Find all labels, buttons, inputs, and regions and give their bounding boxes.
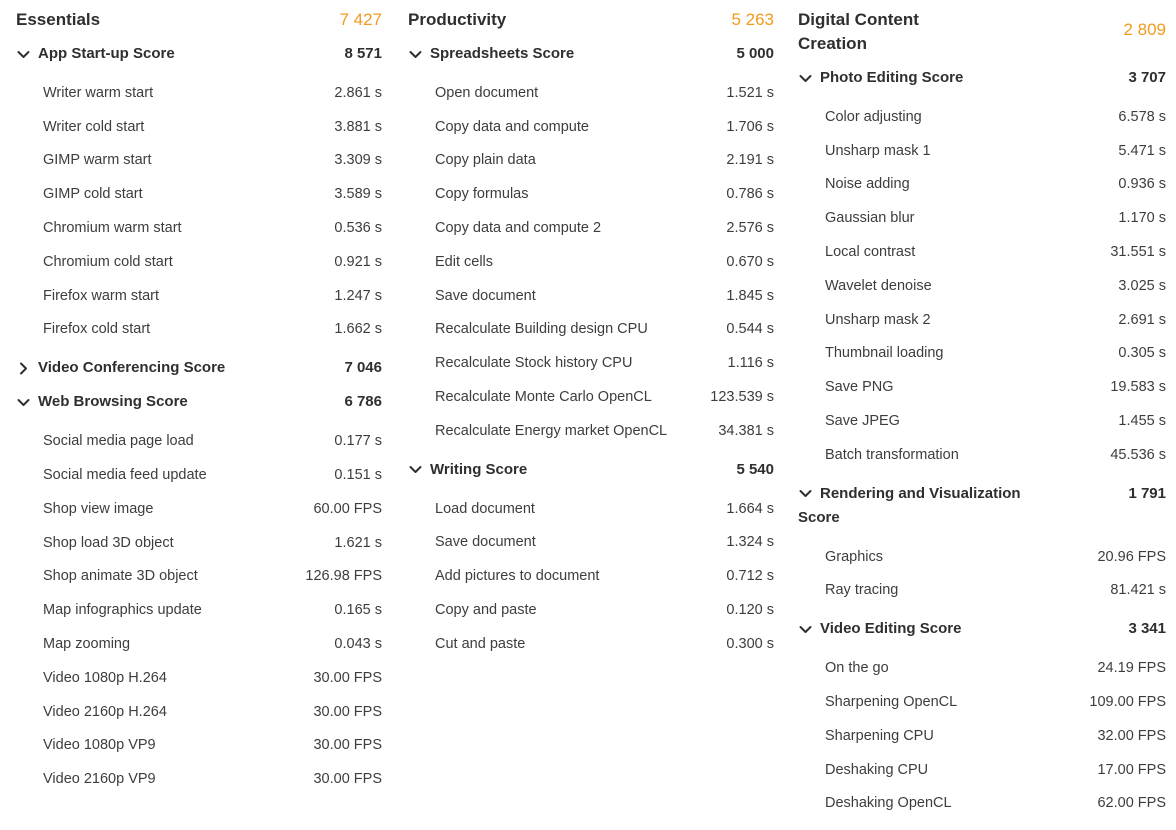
result-row: [392, 110, 784, 144]
category-header: [784, 0, 1176, 56]
result-label: Deshaking OpenCL: [825, 795, 952, 812]
result-row: [392, 559, 784, 593]
result-value: 1.521 s: [726, 84, 774, 101]
result-label: Wavelet denoise: [825, 277, 932, 294]
result-row: [784, 168, 1176, 202]
result-value: 20.96 FPS: [1097, 548, 1166, 565]
score-groups: [0, 42, 392, 796]
result-row: [784, 685, 1176, 719]
result-value: 81.421 s: [1110, 582, 1166, 599]
result-label: Cut and paste: [435, 635, 526, 652]
group-toggle-photo-editing-score[interactable]: [784, 66, 1176, 90]
result-row: [784, 269, 1176, 303]
result-value: 2.191 s: [726, 152, 774, 169]
result-row: [0, 560, 392, 594]
result-row: [0, 144, 392, 178]
result-value: 0.936 s: [1118, 176, 1166, 193]
group-score: 7 046: [344, 359, 382, 377]
result-row: [392, 245, 784, 279]
result-list: [0, 424, 392, 796]
result-value: 0.165 s: [334, 602, 382, 619]
result-value: 32.00 FPS: [1097, 727, 1166, 744]
chevron-down-icon[interactable]: [798, 617, 812, 641]
result-label: Save PNG: [825, 379, 894, 396]
result-row: [0, 526, 392, 560]
group-title: Rendering and Visualization Score: [798, 484, 1021, 526]
result-value: 2.576 s: [726, 220, 774, 237]
category-score: 2 809: [1123, 20, 1166, 39]
result-value: 1.116 s: [727, 355, 774, 372]
result-list: [0, 76, 392, 346]
group-title: Video Editing Score: [820, 620, 962, 638]
result-label: Copy data and compute 2: [435, 220, 602, 237]
result-value: 0.536 s: [334, 220, 382, 237]
result-value: 2.861 s: [334, 84, 382, 101]
result-label: Recalculate Stock history CPU: [435, 355, 633, 372]
category-essentials: [0, 0, 392, 806]
group-title-wrap: [408, 458, 527, 482]
result-label: Color adjusting: [825, 108, 922, 125]
result-label: Local contrast: [825, 244, 916, 261]
result-row: [392, 593, 784, 627]
result-value: 30.00 FPS: [313, 737, 382, 754]
result-label: Noise adding: [825, 176, 910, 193]
result-value: 0.712 s: [726, 568, 774, 585]
result-value: 19.583 s: [1110, 379, 1166, 396]
result-value: 1.247 s: [334, 287, 382, 304]
result-row: [784, 337, 1176, 371]
result-row: [392, 380, 784, 414]
result-label: Add pictures to document: [435, 568, 600, 585]
result-label: Copy plain data: [435, 152, 536, 169]
result-row: [0, 593, 392, 627]
result-label: Video 2160p H.264: [43, 703, 167, 720]
result-row: [0, 245, 392, 279]
result-label: Deshaking CPU: [825, 761, 929, 778]
result-value: 0.670 s: [726, 253, 774, 270]
result-value: 3.025 s: [1118, 277, 1166, 294]
result-row: [0, 211, 392, 245]
result-value: 0.921 s: [334, 253, 382, 270]
result-value: 1.455 s: [1118, 413, 1166, 430]
result-value: 62.00 FPS: [1097, 795, 1166, 812]
category-score: 5 263: [731, 10, 774, 29]
result-value: 126.98 FPS: [305, 568, 382, 585]
chevron-down-icon[interactable]: [16, 42, 30, 66]
result-row: [392, 414, 784, 448]
group-title-wrap: [16, 390, 188, 414]
group-title: Writing Score: [430, 460, 528, 478]
chevron-down-icon[interactable]: [408, 42, 422, 66]
result-value: 109.00 FPS: [1089, 694, 1166, 711]
result-row: [0, 313, 392, 347]
result-row: [392, 627, 784, 661]
group-score: 5 540: [736, 460, 774, 478]
result-label: Load document: [435, 500, 535, 517]
score-groups: [784, 66, 1176, 820]
result-value: 1.324 s: [726, 534, 774, 551]
result-label: Chromium warm start: [43, 220, 182, 237]
result-value: 0.043 s: [334, 636, 382, 653]
group-score: 6 786: [344, 393, 382, 411]
group-title-wrap: [16, 356, 225, 380]
group-toggle-writing-score[interactable]: [392, 458, 784, 482]
result-row: [392, 346, 784, 380]
group-title: Web Browsing Score: [38, 393, 188, 411]
chevron-down-icon[interactable]: [798, 66, 812, 90]
result-value: 1.662 s: [334, 321, 382, 338]
result-row: [784, 100, 1176, 134]
group-toggle-video-editing-score[interactable]: [784, 617, 1176, 641]
result-label: Recalculate Energy market OpenCL: [435, 422, 668, 439]
result-row: [784, 574, 1176, 608]
category-title: Productivity: [408, 10, 507, 29]
category-productivity: [392, 0, 784, 671]
result-value: 1.170 s: [1118, 210, 1166, 227]
chevron-down-icon[interactable]: [408, 458, 422, 482]
group-title: Video Conferencing Score: [38, 359, 226, 377]
result-label: Open document: [435, 84, 539, 101]
group-score: 3 707: [1128, 69, 1166, 86]
group-app-start-up-score: [0, 42, 392, 346]
result-list: [784, 540, 1176, 608]
result-row: [784, 753, 1176, 787]
group-toggle-app-start-up-score[interactable]: [0, 42, 392, 66]
result-value: 30.00 FPS: [313, 703, 382, 720]
result-label: Firefox cold start: [43, 321, 151, 338]
group-title-wrap: [798, 482, 1028, 530]
category-digital-content-creation: [784, 0, 1176, 830]
chevron-down-icon[interactable]: [16, 390, 30, 414]
result-value: 24.19 FPS: [1097, 660, 1166, 677]
result-row: [392, 211, 784, 245]
result-row: [392, 177, 784, 211]
group-web-browsing-score: [0, 390, 392, 796]
result-label: Writer cold start: [43, 118, 145, 135]
result-value: 3.881 s: [334, 118, 382, 135]
group-toggle-spreadsheets-score[interactable]: [392, 42, 784, 66]
result-row: [784, 134, 1176, 168]
result-list: [392, 76, 784, 448]
result-value: 34.381 s: [718, 422, 774, 439]
category-header: [0, 0, 392, 32]
result-value: 3.309 s: [334, 152, 382, 169]
group-title-wrap: [408, 42, 574, 66]
result-label: Sharpening OpenCL: [825, 694, 958, 711]
result-label: Video 1080p H.264: [43, 669, 167, 686]
group-title: Spreadsheets Score: [430, 45, 575, 62]
result-row: [784, 235, 1176, 269]
result-value: 0.300 s: [726, 635, 774, 652]
group-title-wrap: [798, 617, 961, 641]
result-row: [392, 313, 784, 347]
result-row: [0, 762, 392, 796]
result-value: 30.00 FPS: [313, 771, 382, 788]
result-value: 1.664 s: [726, 500, 774, 517]
result-label: Shop animate 3D object: [43, 568, 198, 585]
result-value: 0.786 s: [726, 186, 774, 203]
result-label: Edit cells: [435, 253, 494, 270]
result-row: [784, 438, 1176, 472]
result-value: 3.589 s: [334, 186, 382, 203]
result-row: [0, 458, 392, 492]
result-row: [392, 76, 784, 110]
result-value: 0.544 s: [726, 321, 774, 338]
group-writing-score: [392, 458, 784, 661]
result-row: [0, 492, 392, 526]
result-label: Gaussian blur: [825, 210, 915, 227]
group-video-conferencing-score: [0, 356, 392, 380]
group-title-wrap: [798, 66, 963, 90]
result-label: GIMP warm start: [43, 152, 152, 169]
result-row: [0, 279, 392, 313]
result-row: [0, 110, 392, 144]
result-list: [392, 492, 784, 661]
category-title: Digital Content Creation: [798, 10, 919, 53]
result-label: Copy formulas: [435, 186, 529, 203]
result-row: [0, 76, 392, 110]
result-row: [0, 661, 392, 695]
result-row: [392, 492, 784, 526]
result-value: 17.00 FPS: [1097, 761, 1166, 778]
result-row: [784, 787, 1176, 821]
result-label: Graphics: [825, 548, 884, 565]
result-list: [784, 100, 1176, 472]
category-title: Essentials: [16, 10, 101, 29]
group-toggle-video-conferencing-score[interactable]: [0, 356, 392, 380]
result-label: Sharpening CPU: [825, 727, 934, 744]
category-header: [392, 0, 784, 32]
result-label: Save document: [435, 287, 536, 304]
result-value: 6.578 s: [1118, 108, 1166, 125]
result-label: On the go: [825, 660, 889, 677]
result-label: Save JPEG: [825, 413, 900, 430]
result-label: Unsharp mask 2: [825, 311, 931, 328]
result-value: 31.551 s: [1110, 244, 1166, 261]
group-toggle-rendering-and-visualization-score[interactable]: [784, 482, 1176, 530]
group-score: 3 341: [1128, 620, 1166, 638]
chevron-down-icon[interactable]: [798, 482, 812, 506]
result-value: 1.706 s: [726, 118, 774, 135]
result-label: Ray tracing: [825, 582, 899, 599]
group-title-wrap: [16, 42, 175, 66]
result-row: [784, 719, 1176, 753]
result-label: Map zooming: [43, 636, 131, 653]
category-score: 7 427: [339, 10, 382, 29]
result-row: [392, 526, 784, 560]
group-score: 5 000: [736, 45, 774, 62]
result-list: [784, 651, 1176, 820]
result-label: Unsharp mask 1: [825, 142, 931, 159]
result-label: Thumbnail loading: [825, 345, 944, 362]
result-row: [784, 540, 1176, 574]
group-title: App Start-up Score: [38, 45, 175, 62]
result-label: Recalculate Monte Carlo OpenCL: [435, 389, 652, 406]
result-value: 0.151 s: [334, 467, 382, 484]
result-label: GIMP cold start: [43, 186, 143, 203]
result-row: [0, 695, 392, 729]
result-row: [392, 144, 784, 178]
score-groups: [392, 42, 784, 661]
result-label: Batch transformation: [825, 446, 959, 463]
result-row: [392, 279, 784, 313]
result-row: [784, 370, 1176, 404]
result-label: Social media feed update: [43, 467, 207, 484]
group-score: 1 791: [1128, 484, 1166, 502]
result-label: Video 2160p VP9: [43, 771, 156, 788]
result-label: Recalculate Building design CPU: [435, 321, 648, 338]
result-label: Shop view image: [43, 500, 154, 517]
result-value: 1.621 s: [334, 534, 382, 551]
result-row: [0, 177, 392, 211]
result-value: 123.539 s: [710, 389, 774, 406]
result-value: 0.305 s: [1118, 345, 1166, 362]
group-title: Photo Editing Score: [820, 69, 964, 86]
result-row: [0, 729, 392, 763]
result-value: 30.00 FPS: [313, 669, 382, 686]
result-label: Copy and paste: [435, 602, 537, 619]
result-value: 5.471 s: [1118, 142, 1166, 159]
chevron-right-icon[interactable]: [16, 356, 30, 380]
group-photo-editing-score: [784, 66, 1176, 472]
group-rendering-and-visualization-score: [784, 482, 1176, 608]
result-label: Social media page load: [43, 433, 194, 450]
result-value: 60.00 FPS: [313, 500, 382, 517]
result-row: [784, 651, 1176, 685]
group-video-editing-score: [784, 617, 1176, 820]
result-row: [0, 424, 392, 458]
result-label: Map infographics update: [43, 602, 202, 619]
result-value: 1.845 s: [726, 287, 774, 304]
result-label: Save document: [435, 534, 536, 551]
result-label: Chromium cold start: [43, 253, 173, 270]
result-row: [784, 303, 1176, 337]
group-score: 8 571: [344, 45, 382, 62]
result-label: Writer warm start: [43, 84, 154, 101]
result-value: 2.691 s: [1118, 311, 1166, 328]
result-label: Video 1080p VP9: [43, 737, 156, 754]
result-row: [784, 404, 1176, 438]
result-label: Firefox warm start: [43, 287, 160, 304]
result-row: [0, 627, 392, 661]
group-spreadsheets-score: [392, 42, 784, 448]
result-value: 0.120 s: [726, 602, 774, 619]
result-value: 45.536 s: [1110, 446, 1166, 463]
result-value: 0.177 s: [334, 433, 382, 450]
group-toggle-web-browsing-score[interactable]: [0, 390, 392, 414]
result-label: Copy data and compute: [435, 118, 589, 135]
result-row: [784, 201, 1176, 235]
result-label: Shop load 3D object: [43, 534, 174, 551]
